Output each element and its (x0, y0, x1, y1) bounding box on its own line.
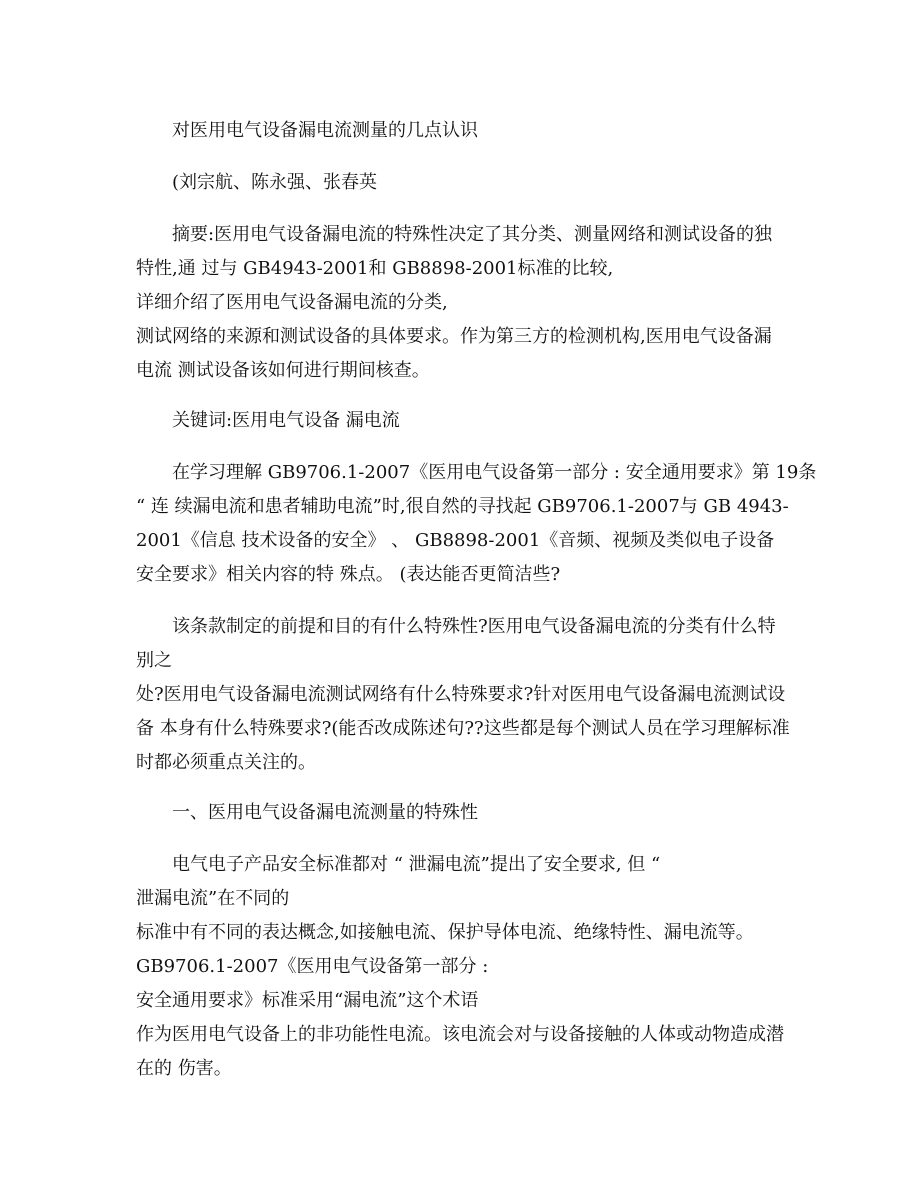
paragraph-line: “ 连 续漏电流和患者辅助电流”时,很自然的寻找起 GB9706.1-2007与 GB 4943- (136, 496, 789, 517)
paragraph-line: 2001《信息 技术设备的安全》 、 GB8898-2001《音频、视频及类似电子设备 (136, 530, 775, 551)
keywords-line: 关键词:医用电气设备 漏电流 (172, 410, 400, 431)
paragraph-line: 备 本身有什么特殊要求?(能否改成陈述句??这些都是每个测试人员在学习理解标准 (136, 718, 790, 739)
abstract-line: 摘要:医用电气设备漏电流的特殊性决定了其分类、测量网络和测试设备的独 (172, 224, 773, 245)
abstract-line: 特性,通 过与 GB4943-2001和 GB8898-2001标准的比较, (136, 258, 614, 279)
document-title: 对医用电气设备漏电流测量的几点认识 (172, 120, 478, 141)
paragraph-line: 安全通用要求》标准采用“漏电流”这个术语 (136, 990, 479, 1011)
paragraph-line: 处?医用电气设备漏电流测试网络有什么特殊要求?针对医用电气设备漏电流测试设 (136, 684, 786, 705)
paragraph-line: 标准中有不同的表达概念,如接触电流、保护导体电流、绝缘特性、漏电流等。 (136, 922, 754, 943)
paragraph-line: 作为医用电气设备上的非功能性电流。该电流会对与设备接触的人体或动物造成潜 (136, 1024, 784, 1045)
paragraph-line: 该条款制定的前提和目的有什么特殊性?医用电气设备漏电流的分类有什么特 (172, 616, 776, 637)
paragraph-line: 安全要求》相关内容的特 殊点。 (表达能否更简洁些? (136, 564, 561, 585)
authors-line: (刘宗航、陈永强、张春英 (172, 172, 378, 193)
paragraph-line: 时都必须重点关注的。 (136, 752, 316, 773)
paragraph-line: 别之 (136, 650, 172, 671)
paragraph-line: GB9706.1-2007《医用电气设备第一部分 : (136, 956, 489, 977)
abstract-line: 测试网络的来源和测试设备的具体要求。作为第三方的检测机构,医用电气设备漏 (136, 326, 772, 347)
abstract-line: 电流 测试设备该如何进行期间核查。 (136, 360, 430, 381)
paragraph-line: 泄漏电流”在不同的 (136, 888, 290, 909)
abstract-line: 详细介绍了医用电气设备漏电流的分类, (136, 292, 448, 313)
paragraph-line: 在的 伤害。 (136, 1058, 232, 1079)
paragraph-line: 在学习理解 GB9706.1-2007《医用电气设备第一部分 : 安全通用要求》第 19条 (172, 462, 817, 483)
paragraph-line: 电气电子产品安全标准都对 “ 泄漏电流”提出了安全要求, 但 “ (172, 854, 661, 875)
section-heading: 一、医用电气设备漏电流测量的特殊性 (172, 802, 478, 823)
